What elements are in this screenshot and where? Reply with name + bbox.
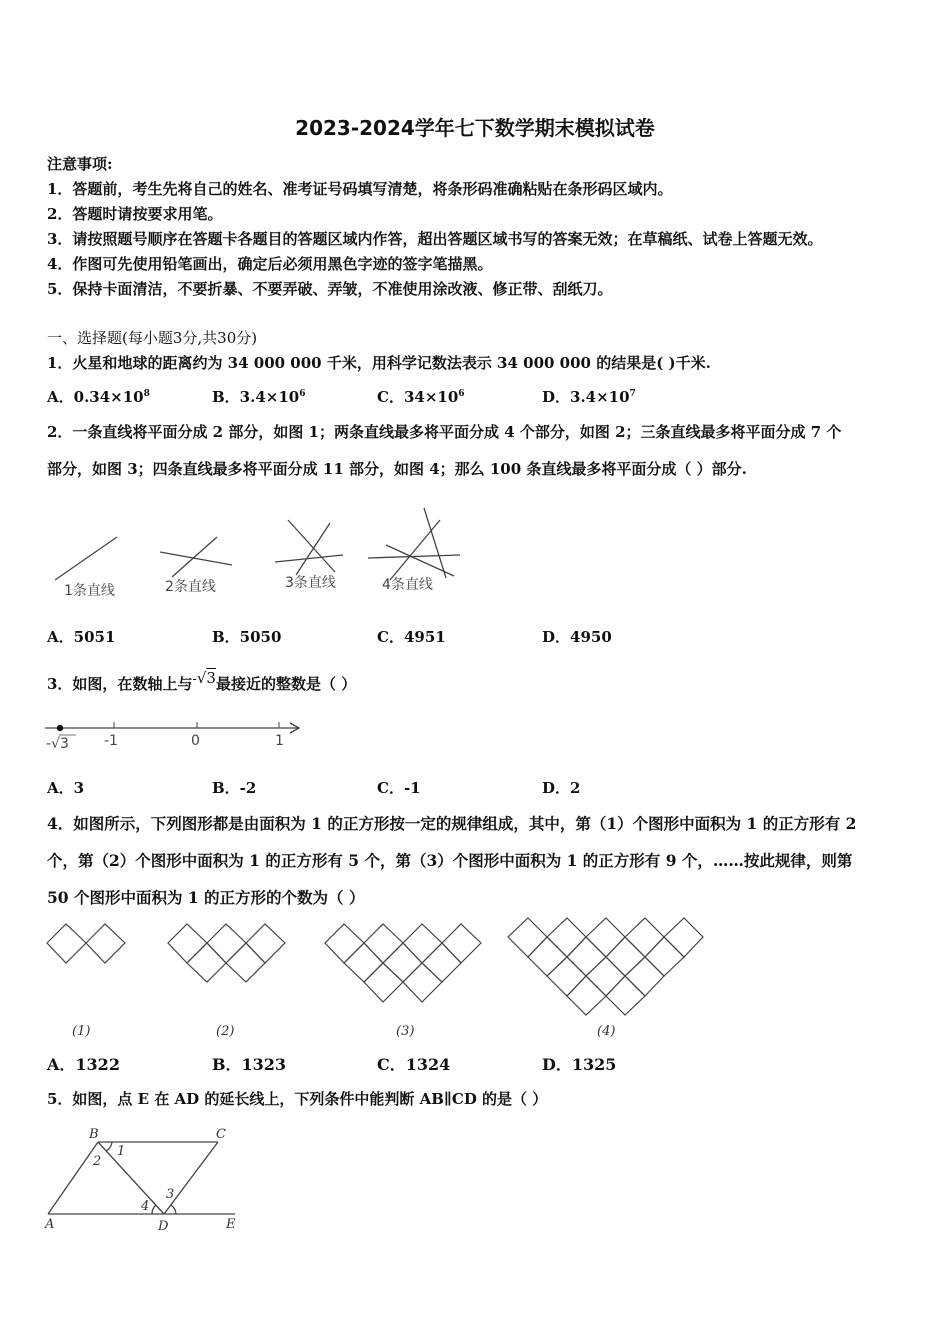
- q3-option-c: C．-1: [377, 779, 421, 797]
- angle-label: 1: [117, 1144, 126, 1159]
- tick-label: 1: [275, 733, 284, 749]
- q1-option-a: A．$0.34\times 10^8$: [47, 388, 150, 406]
- q2-text-line2: 部分，如图 3；四条直线最多将平面分成 11 部分，如图 4；那么 100 条直线最多将平面分成（ ）部分.: [47, 460, 747, 478]
- neg-sqrt3-point: [57, 725, 63, 731]
- fig1-line: [55, 537, 117, 580]
- notice-item: 3．请按照题号顺序在答题卡各题目的答题区域内作答，超出答题区域书写的答案无效；在草稿纸、试卷上答题无效。: [47, 230, 823, 248]
- fig2-label: 2条直线: [165, 579, 216, 595]
- q3-text: 3．如图，在数轴上与-√3最接近的整数是（ ）: [47, 669, 357, 693]
- q2-option-d: D．4950: [542, 628, 612, 646]
- q2-option-c: C．4951: [377, 628, 446, 646]
- q1-option-b: B．$3.4\times 10^6$: [212, 388, 306, 406]
- angle-label: 4: [141, 1199, 150, 1214]
- notice-item: 2．答题时请按要求用笔。: [47, 205, 223, 223]
- tick-label: -1: [104, 733, 118, 749]
- q4-option-c: C．1324: [377, 1055, 451, 1074]
- q5-text: 5．如图，点 E 在 AD 的延长线上，下列条件中能判断 AB∥CD 的是（ ）: [47, 1090, 548, 1108]
- notice-heading: 注意事项:: [47, 155, 113, 173]
- q2-option-a: A．5051: [47, 628, 116, 646]
- fig1-label: 1条直线: [64, 583, 115, 599]
- q2-option-b: B．5050: [212, 628, 282, 646]
- fig4-label: 4条直线: [382, 577, 433, 593]
- fig-label: (4): [597, 1024, 616, 1039]
- point-label: B: [89, 1127, 99, 1142]
- q4-option-d: D．1325: [542, 1055, 617, 1074]
- point-label: C: [216, 1127, 226, 1142]
- fig-label: (2): [216, 1024, 235, 1039]
- fig2-line: [172, 537, 217, 577]
- q1-option-d: D．$3.4\times 10^7$: [542, 388, 636, 406]
- q3-option-d: D．2: [542, 779, 581, 797]
- fig3-line: [288, 520, 335, 572]
- tick-label: 0: [191, 733, 200, 749]
- notice-item: 5．保持卡面清洁，不要折暴、不要弄破、弄皱，不准使用涂改液、修正带、刮纸刀。: [47, 280, 613, 298]
- q4-option-b: B．1323: [212, 1055, 287, 1074]
- q3-option-a: A．3: [47, 779, 85, 797]
- angle-label: 2: [93, 1154, 102, 1169]
- section-heading: 一、选择题(每小题3分,共30分): [47, 329, 258, 347]
- q2-lines-figure: [0, 500, 950, 620]
- q4-text-line1: 4．如图所示，下列图形都是由面积为 1 的正方形按一定的规律组成，其中，第（1）个图形中面积为 1 的正方形有 2: [47, 814, 857, 833]
- q1-option-c: C．$34\times 10^6$: [377, 388, 465, 406]
- notice-item: 1．答题前，考生先将自己的姓名、准考证号码填写清楚，将条形码准确粘贴在条形码区域内。: [47, 180, 673, 198]
- point-label: E: [226, 1217, 236, 1232]
- fig3-label: 3条直线: [285, 575, 336, 591]
- page-title: 2023-2024学年七下数学期末模拟试卷: [295, 116, 655, 140]
- fig-label: (1): [72, 1024, 91, 1039]
- fig2-line: [160, 552, 232, 565]
- q1-text: 1．火星和地球的距离约为 34 000 000 千米，用科学记数法表示 34 000 000 的结果是( )千米.: [47, 354, 711, 372]
- angle-label: 3: [166, 1187, 175, 1202]
- point-label: A: [45, 1217, 55, 1232]
- q3-option-b: B．-2: [212, 779, 257, 797]
- q4-text-line3: 50 个图形中面积为 1 的正方形的个数为（ ）: [47, 888, 365, 907]
- notice-item: 4．作图可先使用铅笔画出，确定后必须用黑色字迹的签字笔描黑。: [47, 255, 493, 273]
- q4-squares-figure: [0, 915, 950, 1045]
- fig-label: (3): [396, 1024, 415, 1039]
- q3-number-line: [40, 712, 340, 762]
- neg-sqrt3-label: -√3: [46, 736, 69, 752]
- q4-text-line2: 个，第（2）个图形中面积为 1 的正方形有 5 个，第（3）个图形中面积为 1 的正方形有 9 个，……按此规律，则第: [47, 851, 853, 870]
- point-label: D: [158, 1219, 169, 1234]
- fig3-line: [296, 523, 330, 575]
- q4-option-a: A．1322: [47, 1055, 120, 1074]
- q2-text-line1: 2．一条直线将平面分成 2 部分，如图 1；两条直线最多将平面分成 4 个部分，如图 2；三条直线最多将平面分成 7 个: [47, 423, 842, 441]
- q5-parallelogram-figure: [40, 1120, 300, 1240]
